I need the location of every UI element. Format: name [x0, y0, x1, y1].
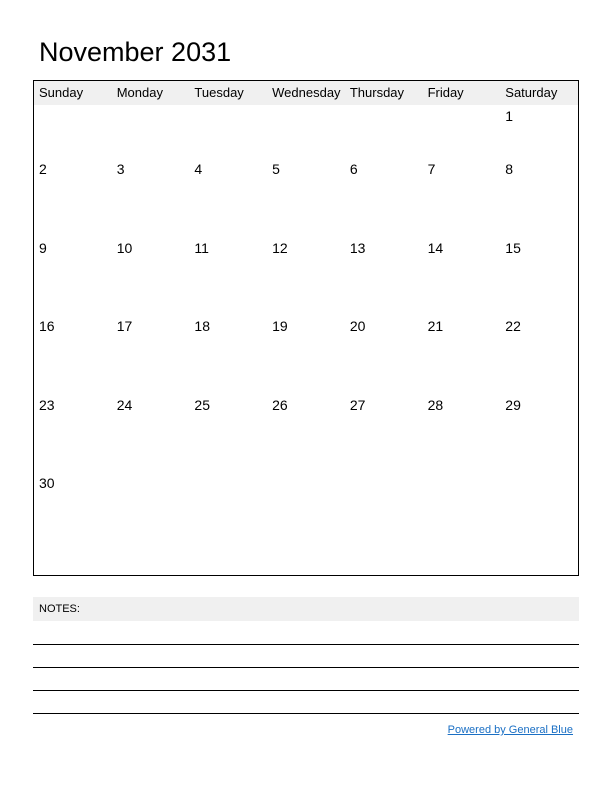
day-cell [423, 394, 501, 473]
day-number: 15 [505, 239, 521, 256]
day-number: 20 [349, 318, 366, 334]
powered-by-link[interactable]: Powered by General Blue [447, 724, 573, 736]
day-cell [500, 315, 578, 394]
day-number: 25 [194, 396, 210, 413]
weekday-tuesday: Tuesday [194, 85, 244, 100]
day-cell [267, 472, 345, 575]
day-cell [112, 472, 190, 575]
weekday-sunday: Sunday [39, 85, 84, 100]
day-cell [423, 315, 501, 394]
day-cell [34, 315, 112, 394]
day-cell [500, 472, 578, 575]
day-cell [345, 237, 423, 316]
day-cell [34, 237, 112, 316]
day-number: 17 [116, 318, 133, 334]
calendar-grid [33, 80, 579, 576]
weekday-monday: Monday [116, 85, 163, 100]
weekday-saturday: Saturday [505, 85, 558, 100]
note-line [33, 690, 579, 691]
day-cell [423, 237, 501, 316]
day-cell [267, 237, 345, 316]
day-cell [345, 394, 423, 473]
day-cell [34, 105, 112, 158]
day-number: 12 [272, 239, 288, 256]
day-cell [112, 315, 190, 394]
notes-label: NOTES: [39, 603, 80, 615]
day-number: 9 [39, 239, 47, 256]
day-number: 23 [39, 396, 55, 413]
weekday-friday: Friday [427, 85, 464, 100]
day-cell [267, 315, 345, 394]
day-number: 21 [427, 318, 444, 334]
weekday-header-row [34, 81, 578, 105]
weekday-thursday: Thursday [349, 85, 405, 100]
day-number: 27 [349, 396, 366, 413]
note-line [33, 667, 579, 668]
day-number: 8 [505, 161, 514, 177]
day-number: 26 [272, 396, 288, 413]
day-cell [189, 158, 267, 237]
day-cell [112, 105, 190, 158]
day-cell [189, 237, 267, 316]
day-number: 6 [349, 161, 358, 177]
day-number: 16 [39, 318, 55, 334]
day-number: 19 [272, 318, 288, 334]
days-grid [34, 105, 578, 575]
day-number: 24 [116, 396, 133, 413]
day-number: 10 [116, 239, 133, 256]
day-number: 2 [39, 161, 47, 177]
day-cell [500, 158, 578, 237]
day-cell [500, 394, 578, 473]
day-cell [267, 105, 345, 158]
calendar-title: November 2031 [39, 37, 232, 67]
day-cell [267, 158, 345, 237]
day-cell [189, 472, 267, 575]
day-number: 1 [505, 108, 514, 124]
day-number: 14 [427, 239, 444, 256]
day-cell [34, 394, 112, 473]
day-number: 13 [349, 239, 366, 256]
weekday-wednesday: Wednesday [272, 85, 341, 100]
day-number: 28 [427, 396, 444, 413]
day-cell [34, 472, 112, 575]
day-cell [345, 105, 423, 158]
day-number: 4 [194, 161, 203, 177]
day-cell [345, 472, 423, 575]
day-cell [345, 158, 423, 237]
day-number: 30 [39, 475, 55, 491]
day-cell [112, 394, 190, 473]
note-line [33, 713, 579, 714]
day-cell [189, 394, 267, 473]
day-number: 3 [116, 161, 125, 177]
day-cell [267, 394, 345, 473]
day-number: 5 [272, 161, 280, 177]
day-cell [345, 315, 423, 394]
notes-header [33, 597, 579, 621]
day-cell [34, 158, 112, 237]
day-cell [112, 158, 190, 237]
day-number: 7 [427, 161, 436, 177]
day-number: 22 [505, 318, 521, 334]
day-cell [500, 237, 578, 316]
day-cell [423, 105, 501, 158]
day-cell [500, 105, 578, 158]
day-cell [112, 237, 190, 316]
day-number: 18 [194, 318, 210, 334]
day-cell [423, 472, 501, 575]
day-cell [423, 158, 501, 237]
day-number: 11 [194, 239, 209, 256]
day-cell [189, 105, 267, 158]
day-cell [189, 315, 267, 394]
note-line [33, 644, 579, 645]
day-number: 29 [505, 396, 521, 413]
